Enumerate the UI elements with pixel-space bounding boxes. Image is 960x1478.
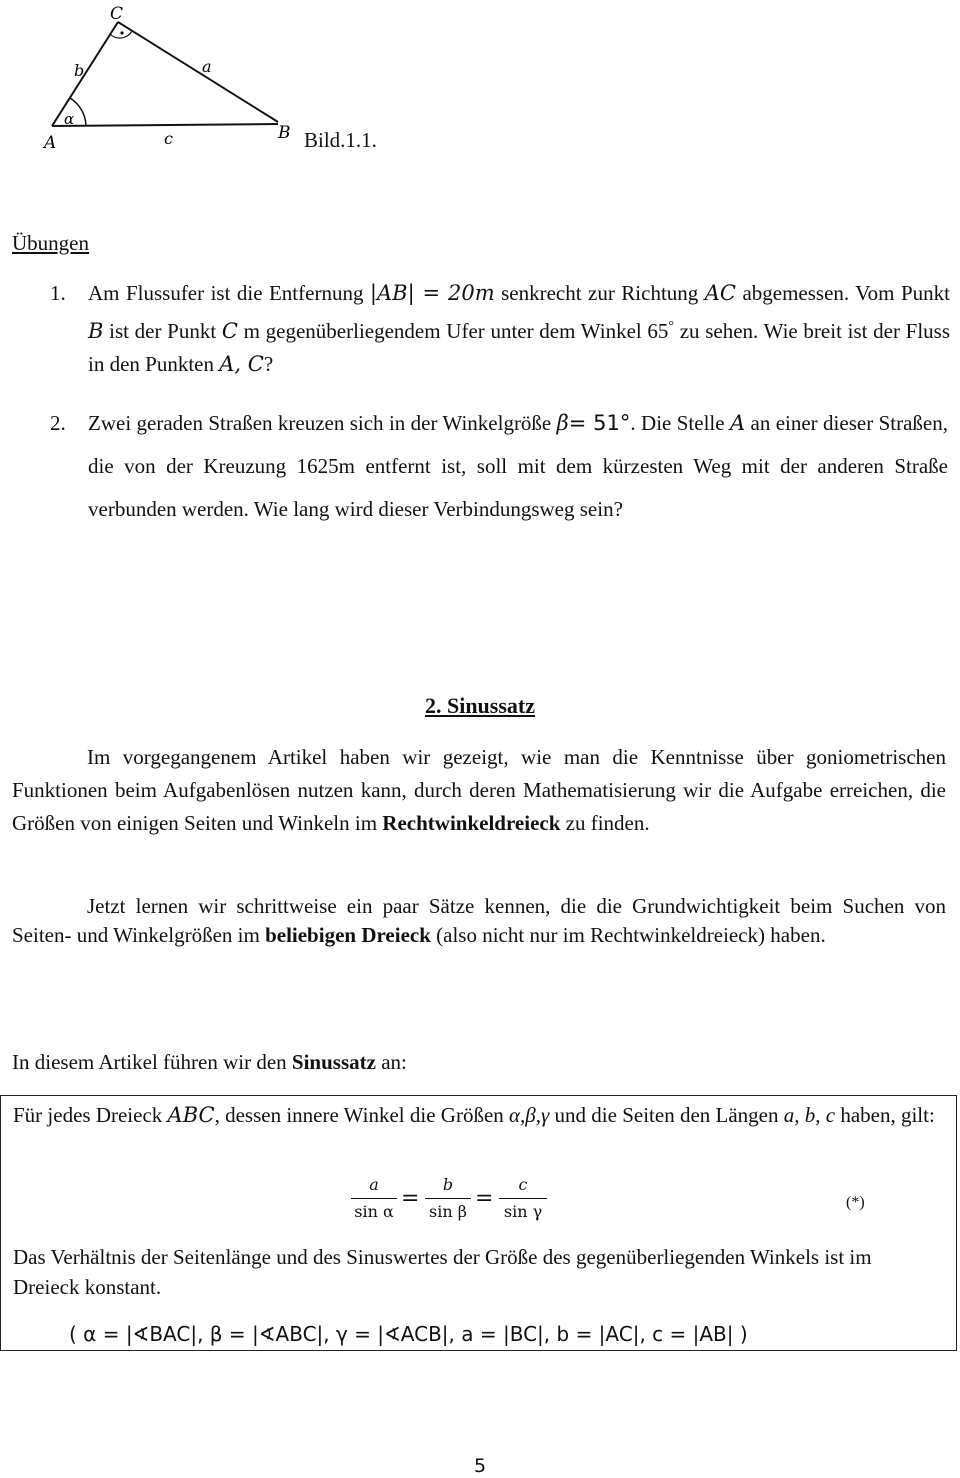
side-c-label: c	[164, 129, 173, 148]
angle-gamma-dot	[120, 31, 123, 34]
math-ac: AC	[704, 281, 736, 305]
math-a-c: A, C	[219, 352, 264, 376]
equals-sign: =	[401, 1186, 420, 1211]
vertex-c-label: C	[110, 4, 124, 24]
exercise-number: 2.	[50, 411, 66, 435]
exercise-number: 1.	[50, 281, 66, 305]
text-run: an einer dieser Straßen, die von der Kreuzung 1625m entfernt ist, soll mit dem kürzesten Weg mit der anderen Straße verbunden werden. Wie lang wird dieser Verbindungsweg sein?	[88, 411, 948, 521]
math-beta: β	[556, 411, 569, 435]
math-angles: α,β,γ	[509, 1103, 550, 1127]
vertex-a-label: A	[44, 133, 57, 153]
triangle-side-b	[52, 22, 118, 126]
denominator: sin γ	[503, 1202, 543, 1221]
paragraph-next	[12, 892, 946, 950]
triangle-figure	[40, 0, 310, 160]
exercises-heading: Übungen	[12, 231, 89, 255]
exercise-text	[88, 277, 950, 381]
sine-law-formula	[351, 1174, 601, 1234]
math-sides: a, b, c	[783, 1103, 836, 1127]
numerator: a	[369, 1175, 379, 1194]
section-title: 2. Sinussatz	[424, 693, 536, 718]
text-run: ?	[263, 352, 274, 376]
numerator: b	[442, 1175, 454, 1194]
text-run: Im vorgegangenem Artikel haben wir gezeigt, wie man die Kenntnisse über goniometrischen Funktionen beim Aufgabenlösen nutzen kann, durch deren Mathematisierung wir die Aufgabe erreichen, die Größen von einigen Seiten und Winkeln im	[12, 745, 946, 835]
page-number: 5	[473, 1455, 487, 1477]
equals-sign: =	[475, 1186, 494, 1211]
text-run: . Die Stelle	[630, 411, 730, 435]
math-abc: ABC	[167, 1103, 215, 1127]
text-run: Zwei geraden Straßen kreuzen sich in der Winkelgröße	[88, 411, 557, 435]
text-run: Für jedes Dreieck	[13, 1103, 168, 1127]
text-run: Jetzt lernen wir schrittweise ein paar Sätze kennen, die die Grundwichtigkeit beim Suchen von Seiten- und Winkelgrößen im	[12, 894, 946, 947]
denominator: sin β	[429, 1202, 467, 1221]
text-run: zu sehen. Wie breit ist der Fluss in den Punkten	[88, 319, 951, 376]
fraction-c	[499, 1174, 547, 1223]
numerator: c	[518, 1175, 528, 1194]
theorem-constant-text: Das Verhältnis der Seitenlänge und des Sinuswertes der Größe des gegenüberliegenden Winkels ist im Dreieck konstant.	[13, 1245, 872, 1299]
denominator: sin α	[354, 1202, 394, 1221]
text-run: und die Seiten den Längen	[549, 1103, 784, 1127]
figure-caption: Bild.1.1.	[304, 128, 377, 152]
side-a-label: a	[202, 57, 212, 76]
exercise-text	[88, 402, 948, 531]
side-b-label: b	[74, 61, 85, 80]
equation-tag: (*)	[846, 1194, 865, 1211]
text-run: an:	[375, 1050, 407, 1074]
math-c: C	[221, 319, 238, 343]
paragraph-intro	[12, 741, 946, 840]
text-run: Am Flussufer ist die Entfernung	[88, 281, 370, 305]
bold-term: beliebigen Dreieck	[265, 923, 431, 947]
text-run: senkrecht zur Richtung	[494, 281, 705, 305]
angle-alpha-label: α	[64, 110, 75, 128]
text-run: , dessen innere Winkel die Größen	[214, 1103, 510, 1127]
paragraph-lead	[12, 1046, 946, 1079]
text-run: ist der Punkt	[103, 319, 222, 343]
math-angle-value: = 51°	[568, 411, 631, 435]
text-run: abgemessen. Vom Punkt	[735, 281, 950, 305]
text-run: haben, gilt:	[835, 1103, 935, 1127]
bold-term: Rechtwinkeldreieck	[382, 811, 561, 835]
fraction-a	[351, 1174, 397, 1223]
degree-sign: °	[668, 319, 675, 334]
text-run: zu finden.	[560, 811, 650, 835]
theorem-statement	[13, 1100, 938, 1130]
triangle-side-a	[118, 22, 278, 122]
theorem-definitions: ( α = |∢BAC|, β = |∢ABC|, γ = |∢ACB|, a = |BC|, b = |AC|, c = |AB| )	[69, 1322, 748, 1346]
math-a: A	[729, 411, 746, 435]
text-run: In diesem Artikel führen wir den	[12, 1050, 292, 1074]
text-run: m gegenüberliegendem Ufer unter dem Winkel 65	[237, 319, 669, 343]
bold-term: Sinussatz	[291, 1050, 376, 1074]
text-run: (also nicht nur im Rechtwinkeldreieck) haben.	[430, 923, 826, 947]
math-ab-length: |AB| = 20m	[369, 281, 495, 305]
fraction-b	[425, 1174, 471, 1223]
vertex-b-label: B	[278, 123, 291, 143]
math-b: B	[88, 319, 104, 343]
theorem-box	[0, 1095, 957, 1351]
